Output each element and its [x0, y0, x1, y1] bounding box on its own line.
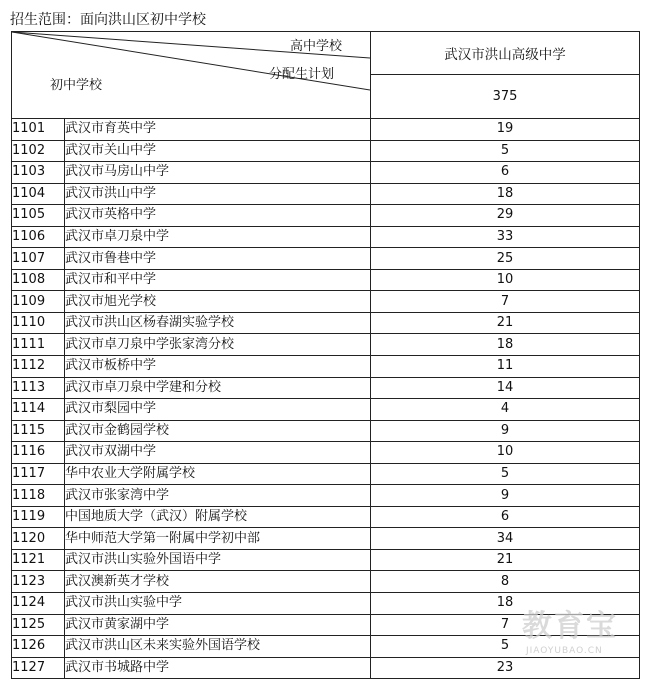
school-name: 武汉市板桥中学 [65, 356, 371, 378]
school-name: 武汉市英格中学 [65, 205, 371, 227]
table-row [12, 657, 640, 679]
quota-value: 9 [371, 420, 640, 442]
school-code: 1117 [12, 463, 65, 485]
school-name: 武汉市黄家湖中学 [65, 614, 371, 636]
school-name: 武汉澳新英才学校 [65, 571, 371, 593]
quota-value: 5 [371, 463, 640, 485]
school-name: 武汉市梨园中学 [65, 399, 371, 421]
quota-value: 7 [371, 614, 640, 636]
school-name: 武汉市洪山区未来实验外国语学校 [65, 636, 371, 658]
target-school-name: 武汉市洪山高级中学 [371, 32, 640, 75]
school-code: 1114 [12, 399, 65, 421]
quota-value: 5 [371, 636, 640, 658]
quota-value: 29 [371, 205, 640, 227]
diagonal-header-cell [12, 32, 371, 119]
table-row [12, 269, 640, 291]
quota-value: 10 [371, 442, 640, 464]
school-name: 武汉市张家湾中学 [65, 485, 371, 507]
quota-value: 8 [371, 571, 640, 593]
table-row [12, 571, 640, 593]
school-name: 武汉市双湖中学 [65, 442, 371, 464]
table-row [12, 291, 640, 313]
quota-value: 19 [371, 119, 640, 141]
school-code: 1120 [12, 528, 65, 550]
allocation-table [11, 31, 640, 679]
plan-label: 分配生计划 [268, 67, 334, 82]
school-name: 武汉市鲁巷中学 [65, 248, 371, 270]
table-row [12, 119, 640, 141]
quota-value: 18 [371, 593, 640, 615]
quota-value: 6 [371, 506, 640, 528]
watermark-url: JIAOYUBAO.CN [526, 646, 603, 656]
quota-value: 14 [371, 377, 640, 399]
school-code: 1115 [12, 420, 65, 442]
school-code: 1104 [12, 183, 65, 205]
school-name: 武汉市关山中学 [65, 140, 371, 162]
school-name: 华中师范大学第一附属中学初中部 [65, 528, 371, 550]
table-row [12, 442, 640, 464]
quota-value: 25 [371, 248, 640, 270]
school-code: 1103 [12, 162, 65, 184]
school-code: 1116 [12, 442, 65, 464]
school-code: 1119 [12, 506, 65, 528]
school-name: 武汉市金鹤园学校 [65, 420, 371, 442]
school-code: 1101 [12, 119, 65, 141]
school-code: 1126 [12, 636, 65, 658]
school-code: 1118 [12, 485, 65, 507]
table-row [12, 463, 640, 485]
school-code: 1124 [12, 593, 65, 615]
school-name: 武汉市卓刀泉中学 [65, 226, 371, 248]
quota-value: 18 [371, 334, 640, 356]
school-code: 1127 [12, 657, 65, 679]
quota-value: 4 [371, 399, 640, 421]
table-row [12, 549, 640, 571]
school-code: 1125 [12, 614, 65, 636]
school-name: 武汉市洪山中学 [65, 183, 371, 205]
table-row [12, 183, 640, 205]
school-code: 1110 [12, 312, 65, 334]
table-row [12, 226, 640, 248]
quota-value: 10 [371, 269, 640, 291]
table-row [12, 162, 640, 184]
table-row [12, 593, 640, 615]
school-name: 武汉市卓刀泉中学张家湾分校 [65, 334, 371, 356]
table-row [12, 140, 640, 162]
table-row [12, 420, 640, 442]
school-name: 武汉市洪山实验中学 [65, 593, 371, 615]
school-code: 1102 [12, 140, 65, 162]
school-code: 1123 [12, 571, 65, 593]
school-code: 1112 [12, 356, 65, 378]
school-name: 武汉市洪山实验外国语中学 [65, 549, 371, 571]
school-code: 1113 [12, 377, 65, 399]
school-name: 武汉市卓刀泉中学建和分校 [65, 377, 371, 399]
quota-value: 34 [371, 528, 640, 550]
school-name: 武汉市旭光学校 [65, 291, 371, 313]
school-name: 中国地质大学（武汉）附属学校 [65, 506, 371, 528]
quota-value: 23 [371, 657, 640, 679]
scope-caption: 招生范围：面向洪山区初中学校 [10, 12, 206, 28]
quota-value: 21 [371, 549, 640, 571]
school-code: 1108 [12, 269, 65, 291]
table-row [12, 506, 640, 528]
quota-value: 33 [371, 226, 640, 248]
table-row [12, 528, 640, 550]
table-row [12, 636, 640, 658]
school-code: 1106 [12, 226, 65, 248]
school-code: 1111 [12, 334, 65, 356]
school-name: 华中农业大学附属学校 [65, 463, 371, 485]
table-row [12, 248, 640, 270]
school-name: 武汉市育英中学 [65, 119, 371, 141]
school-name: 武汉市洪山区杨春湖实验学校 [65, 312, 371, 334]
table-row [12, 485, 640, 507]
quota-value: 5 [371, 140, 640, 162]
school-code: 1121 [12, 549, 65, 571]
school-code: 1105 [12, 205, 65, 227]
high-school-label: 高中学校 [289, 39, 342, 54]
header-row-top [12, 32, 640, 75]
school-name: 武汉市和平中学 [65, 269, 371, 291]
quota-value: 11 [371, 356, 640, 378]
table-row [12, 614, 640, 636]
quota-value: 9 [371, 485, 640, 507]
quota-value: 6 [371, 162, 640, 184]
table-row [12, 399, 640, 421]
quota-value: 18 [371, 183, 640, 205]
table-row [12, 205, 640, 227]
school-code: 1109 [12, 291, 65, 313]
table-row [12, 334, 640, 356]
total-quota: 375 [371, 75, 640, 119]
junior-school-label: 初中学校 [50, 78, 103, 93]
watermark-text: 教育宝 [522, 609, 618, 644]
quota-value: 21 [371, 312, 640, 334]
school-code: 1107 [12, 248, 65, 270]
table-row [12, 377, 640, 399]
school-name: 武汉市马房山中学 [65, 162, 371, 184]
school-name: 武汉市书城路中学 [65, 657, 371, 679]
table-row [12, 312, 640, 334]
table-row [12, 356, 640, 378]
quota-value: 7 [371, 291, 640, 313]
